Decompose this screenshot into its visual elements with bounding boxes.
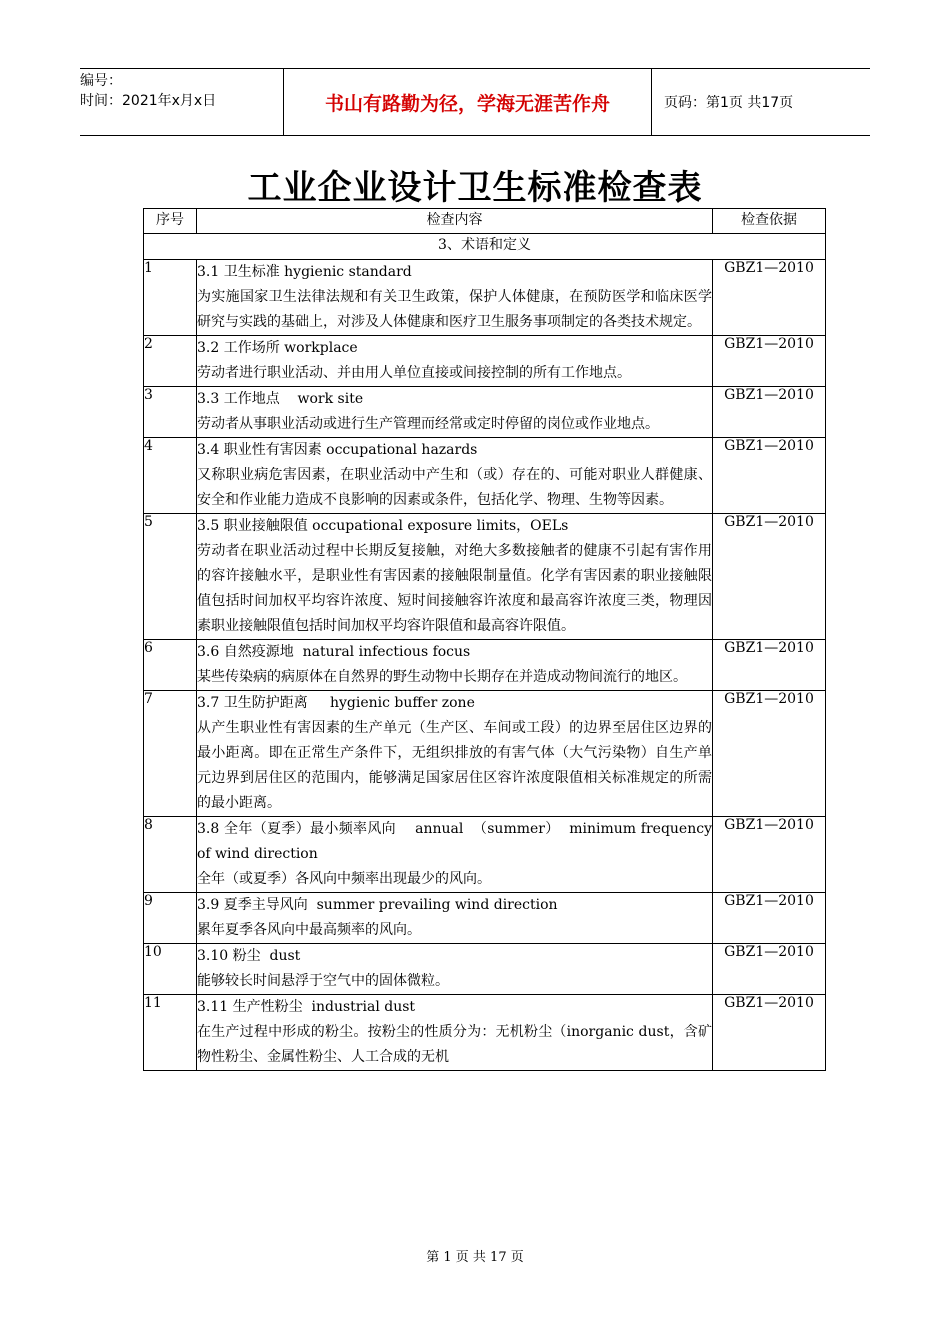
term-definition: 劳动者进行职业活动、并由用人单位直接或间接控制的所有工作地点。 bbox=[197, 365, 631, 381]
term-heading: 3.10 粉尘 dust bbox=[197, 948, 301, 964]
row-content bbox=[197, 336, 713, 387]
table-row bbox=[144, 387, 826, 438]
table-row bbox=[144, 893, 826, 944]
term-definition: 为实施国家卫生法律法规和有关卫生政策，保护人体健康，在预防医学和临床医学研究与实践的基础上，对涉及人体健康和医疗卫生服务事项制定的各类技术规定。 bbox=[197, 289, 712, 330]
row-number: 1 bbox=[144, 260, 197, 336]
table-row bbox=[144, 336, 826, 387]
row-number: 3 bbox=[144, 387, 197, 438]
term-definition: 又称职业病危害因素，在职业活动中产生和（或）存在的、可能对职业人群健康、安全和作业能力造成不良影响的因素或条件，包括化学、物理、生物等因素。 bbox=[197, 467, 712, 508]
row-content bbox=[197, 260, 713, 336]
document-number-label: 编号： bbox=[80, 73, 122, 89]
column-header-basis: 检查依据 bbox=[713, 209, 826, 234]
row-content bbox=[197, 944, 713, 995]
row-basis: GBZ1—2010 bbox=[713, 817, 826, 893]
row-number: 2 bbox=[144, 336, 197, 387]
term-heading: 3.5 职业接触限值 occupational exposure limits，OELs bbox=[197, 518, 569, 534]
term-definition: 劳动者从事职业活动或进行生产管理而经常或定时停留的岗位或作业地点。 bbox=[197, 416, 659, 432]
row-number: 7 bbox=[144, 691, 197, 817]
header-slogan: 书山有路勤为径，学海无涯苦作舟 bbox=[283, 69, 652, 135]
row-content bbox=[197, 817, 717, 893]
row-basis: GBZ1—2010 bbox=[713, 387, 826, 438]
term-heading: 3.1 卫生标准 hygienic standard bbox=[197, 264, 412, 280]
term-definition: 全年（或夏季）各风向中频率出现最少的风向。 bbox=[197, 871, 491, 887]
row-basis: GBZ1—2010 bbox=[713, 691, 826, 817]
inspection-table bbox=[143, 208, 826, 1071]
section-row bbox=[144, 234, 826, 260]
row-basis: GBZ1—2010 bbox=[713, 995, 826, 1071]
row-basis: GBZ1—2010 bbox=[713, 514, 826, 640]
term-heading: 3.3 工作地点 work site bbox=[197, 391, 364, 407]
page-title: 工业企业设计卫生标准检查表 bbox=[247, 168, 703, 208]
table-row bbox=[144, 438, 826, 514]
term-heading: 3.2 工作场所 workplace bbox=[197, 340, 358, 356]
term-heading: 3.9 夏季主导风向 summer prevailing wind direction bbox=[197, 897, 558, 913]
row-content bbox=[197, 995, 713, 1071]
table-row bbox=[144, 640, 826, 691]
term-definition: 累年夏季各风向中最高频率的风向。 bbox=[197, 922, 421, 938]
table-row bbox=[144, 514, 826, 640]
term-definition: 在生产过程中形成的粉尘。按粉尘的性质分为：无机粉尘（inorganic dust，含矿物性粉尘、金属性粉尘、人工合成的无机 bbox=[197, 1024, 712, 1065]
document-date: 时间：2021年x月x日 bbox=[80, 93, 217, 109]
row-number: 6 bbox=[144, 640, 197, 691]
term-heading: 3.7 卫生防护距离 hygienic buffer zone bbox=[197, 695, 475, 711]
term-definition: 从产生职业性有害因素的生产单元（生产区、车间或工段）的边界至居住区边界的最小距离。即在正常生产条件下，无组织排放的有害气体（大气污染物）自生产单元边界到居住区的范围内，能够满足国家居住区容许浓度限值相关标准规定的所需的最小距离。 bbox=[197, 720, 712, 811]
header-meta bbox=[80, 69, 283, 135]
row-number: 4 bbox=[144, 438, 197, 514]
row-number: 11 bbox=[144, 995, 197, 1071]
row-basis: GBZ1—2010 bbox=[713, 336, 826, 387]
table-row bbox=[144, 260, 826, 336]
row-content bbox=[197, 387, 713, 438]
row-content bbox=[197, 640, 713, 691]
table-row bbox=[144, 817, 826, 893]
row-basis: GBZ1—2010 bbox=[713, 893, 826, 944]
row-number: 9 bbox=[144, 893, 197, 944]
page-header bbox=[80, 68, 870, 136]
row-number: 8 bbox=[144, 817, 197, 893]
table-header-row bbox=[144, 209, 826, 234]
table-row bbox=[144, 944, 826, 995]
table-row bbox=[144, 691, 826, 817]
row-content bbox=[197, 893, 713, 944]
row-basis: GBZ1—2010 bbox=[713, 260, 826, 336]
row-number: 10 bbox=[144, 944, 197, 995]
row-content bbox=[197, 514, 713, 640]
header-page-info: 页码：第1页 共17页 bbox=[664, 95, 794, 111]
term-heading: 3.4 职业性有害因素 occupational hazards bbox=[197, 442, 478, 458]
column-header-content: 检查内容 bbox=[197, 209, 713, 234]
row-content bbox=[197, 438, 713, 514]
row-content bbox=[197, 691, 713, 817]
term-definition: 能够较长时间悬浮于空气中的固体微粒。 bbox=[197, 973, 449, 989]
page-footer: 第 1 页 共 17 页 bbox=[426, 1250, 524, 1265]
section-title: 3、术语和定义 bbox=[144, 234, 826, 260]
term-definition: 劳动者在职业活动过程中长期反复接触，对绝大多数接触者的健康不引起有害作用的容许接触水平，是职业性有害因素的接触限制量值。化学有害因素的职业接触限值包括时间加权平均容许浓度、短时间接触容许浓度和最高容许浓度三类，物理因素职业接触限值包括时间加权平均容许限值和最高容许限值。 bbox=[197, 543, 712, 634]
term-heading: 3.8 全年（夏季）最小频率风向 annual （summer） minimum frequency of wind direction bbox=[197, 821, 717, 862]
row-number: 5 bbox=[144, 514, 197, 640]
table-row bbox=[144, 995, 826, 1071]
term-heading: 3.6 自然疫源地 natural infectious focus bbox=[197, 644, 471, 660]
row-basis: GBZ1—2010 bbox=[713, 438, 826, 514]
term-definition: 某些传染病的病原体在自然界的野生动物中长期存在并造成动物间流行的地区。 bbox=[197, 669, 687, 685]
row-basis: GBZ1—2010 bbox=[713, 944, 826, 995]
term-heading: 3.11 生产性粉尘 industrial dust bbox=[197, 999, 416, 1015]
column-header-number: 序号 bbox=[144, 209, 197, 234]
row-basis: GBZ1—2010 bbox=[713, 640, 826, 691]
